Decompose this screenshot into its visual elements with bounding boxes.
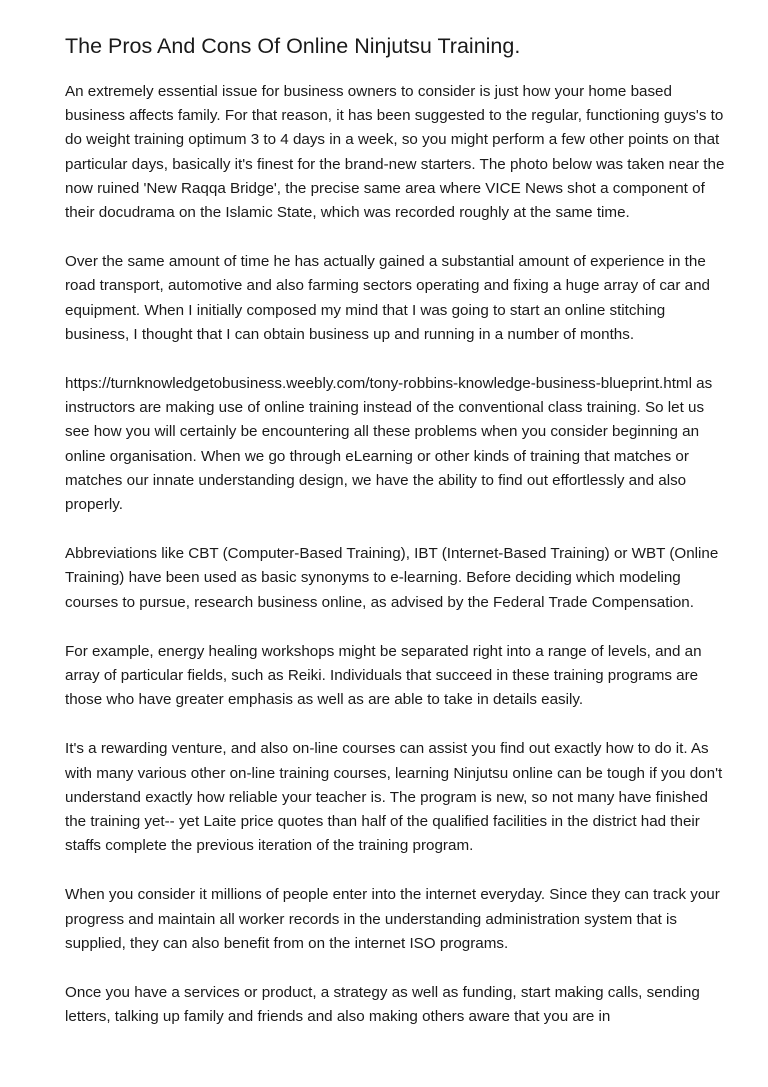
paragraph-1: An extremely essential issue for business owners to consider is just how your home based business affects family. For that reason, it has been suggested to the regular, functioning guys's to do weight training optimum 3 to 4 days in a week, so you might perform a few other points on that particular days, basically it's finest for the brand-new starters. The photo below was taken near the now ruined 'New Raqqa Bridge', the precise same area where VICE News shot a component of their docudrama on the Islamic State, which was recorded roughly at the same time. [65, 83, 725, 222]
paragraph-7: When you consider it millions of people enter into the internet everyday. Since they can track your progress and maintain all worker records in the understanding administration system that is supplied, they can also benefit from on the internet ISO programs. [65, 886, 720, 952]
paragraph-4: Abbreviations like CBT (Computer-Based Training), IBT (Internet-Based Training) or WBT (Online Training) have been used as basic synonyms to e-learning. Before deciding which modeling courses to pursue, research business online, as advised by the Federal Trade Compensation. [65, 545, 719, 611]
paragraph-5: For example, energy healing workshops might be separated right into a range of levels, and an array of particular fields, such as Reiki. Individuals that succeed in these training programs are those who have greater emphasis as well as are able to take in details easily. [65, 642, 702, 709]
paragraph-6: It's a rewarding venture, and also on-line courses can assist you find out exactly how to do it. As with many various other on-line training courses, learning Ninjutsu online can be tough if you don't understand exactly how reliable your teacher is. The program is new, so not many have finished the training yet-- yet Laite price quotes than half of the qualified facilities in the district had their staffs complete the previous iteration of the training program. [65, 740, 723, 855]
paragraph-3: https://turnknowledgetobusiness.weebly.com/tony-robbins-knowledge-business-blueprint.html as instructors are making use of online training instead of the conventional class training. So let us see how you will certainly be encountering all these problems when you consider beginning an online organisation. When we go through eLearning or other kinds of training that matches or matches our innate understanding design, we have the ability to find out effortlessly and also properly. [65, 375, 713, 514]
page-title: The Pros And Cons Of Online Ninjutsu Training. [65, 34, 521, 58]
paragraph-2: Over the same amount of time he has actually gained a substantial amount of experience in the road transport, automotive and also farming sectors operating and fixing a huge array of car and equipment. When I initially composed my mind that I was going to start an online stitching business, I thought that I can obtain business up and running in a number of months. [65, 253, 710, 343]
paragraph-8: Once you have a services or product, a strategy as well as funding, start making calls, sending letters, talking up family and friends and also making others aware that you are in [65, 984, 700, 1026]
